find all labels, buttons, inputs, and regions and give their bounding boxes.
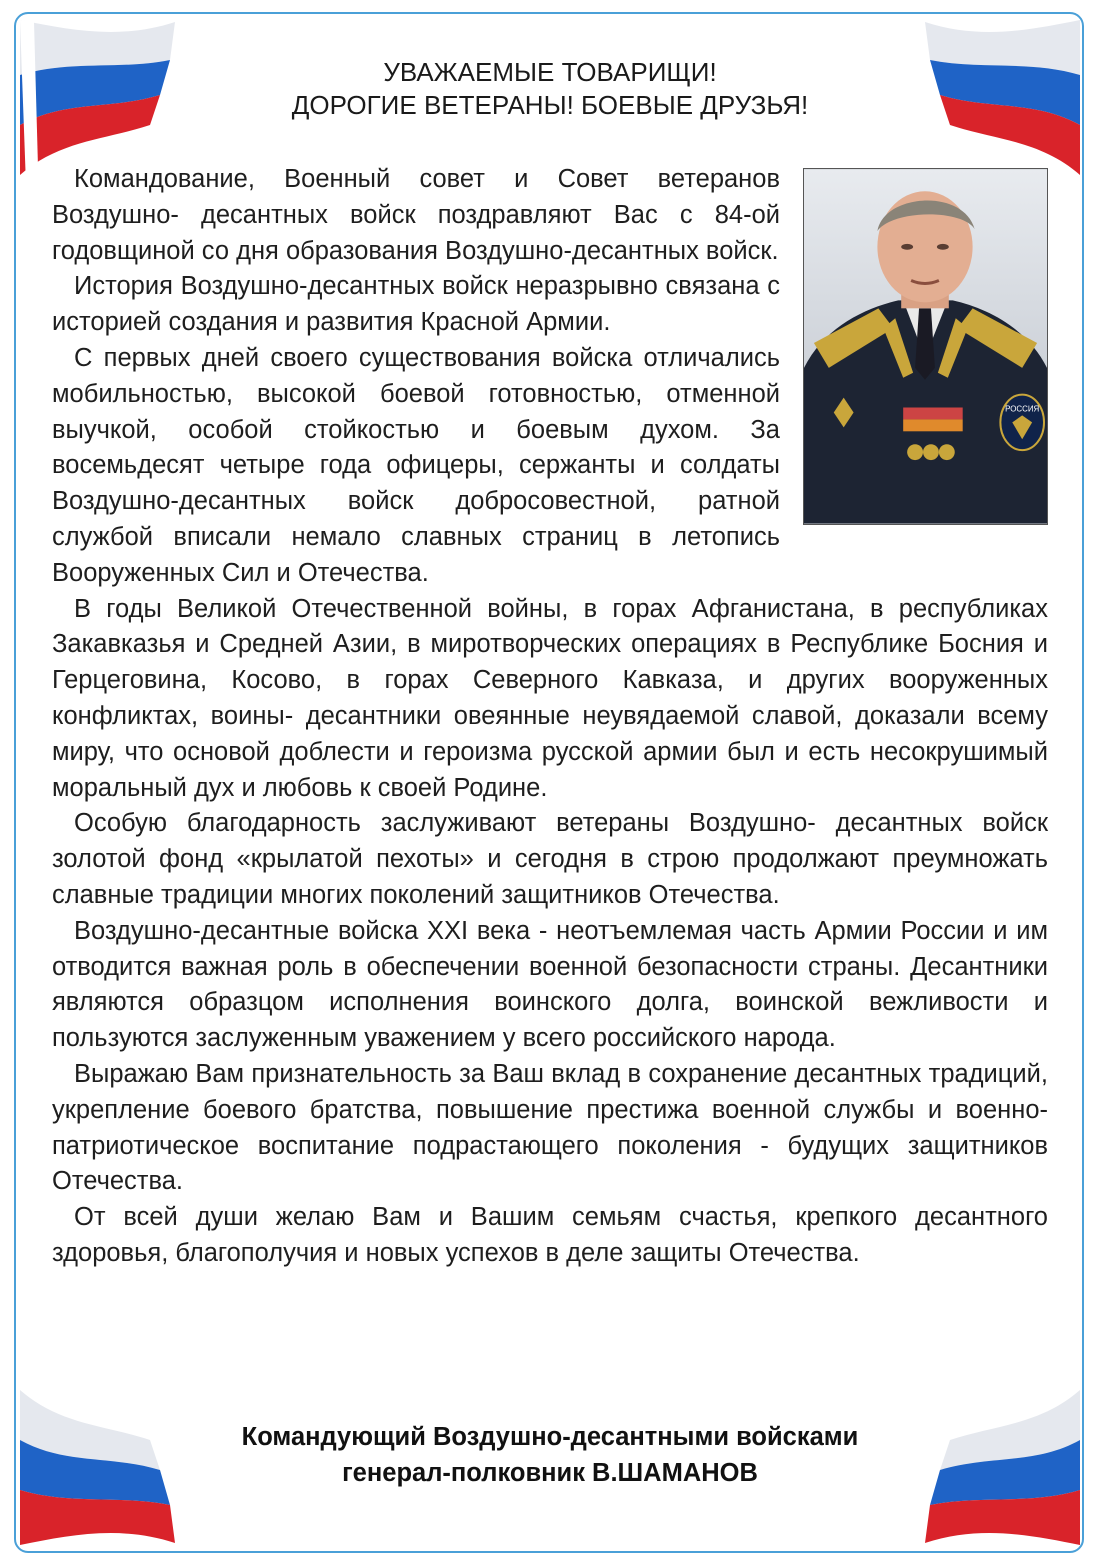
- paragraph-3: С первых дней своего существования войска отличались мобильностью, высокой боевой готовностью, отменной выучкой, особой стойкостью и боевым духом. За восемьдесят четыре года офицеры, сержанты и солдаты Воздушно-десантных войск добросовестной, ратной службой вписали немало славных страниц в летопись Вооруженных Сил и Отечества.: [52, 343, 780, 587]
- paragraph-4: В годы Великой Отечественной войны, в горах Афганистана, в республиках Закавказья и Средней Азии, в миротворческих операциях в Республике Босния и Герцеговина, Косово, в горах Северного Кавказа, и других вооруженных конфликтах, воины- десантники овеянные неувядаемой славой, доказали всему миру, что основой доблести и героизма русской армии был и есть несокрушимый моральный дух и любовь к своей Родине.: [52, 594, 1048, 802]
- signature-title: Командующий Воздушно-десантными войсками: [241, 1423, 859, 1451]
- paragraph-8: От всей души желаю Вам и Вашим семьям счастья, крепкого десантного здоровья, благополучия и новых успехов в деле защиты Отечества.: [52, 1203, 1048, 1267]
- letter-body: [52, 162, 1048, 1272]
- paragraph-2: История Воздушно-десантных войск неразрывно связана с историей создания и развития Красной Армии.: [52, 272, 780, 337]
- paragraph-7: Выражаю Вам признательность за Ваш вклад в сохранение десантных традиций, укрепление боевого братства, повышение престижа военной службы и военно-патриотическое воспитание подрастающего поколения - будущих защитников Отечества.: [52, 1059, 1048, 1196]
- greeting-line-2: ДОРОГИЕ ВЕТЕРАНЫ! БОЕВЫЕ ДРУЗЬЯ!: [291, 90, 809, 120]
- patch-text: РОССИЯ: [1005, 404, 1040, 414]
- greeting-line-1: УВАЖАЕМЫЕ ТОВАРИЩИ!: [383, 57, 717, 87]
- signature-name: генерал-полковник В.ШАМАНОВ: [342, 1459, 758, 1487]
- paragraph-5: Особую благодарность заслуживают ветераны Воздушно- десантных войск золотой фонд «крылатой пехоты» и сегодня в строю продолжают преумножать славные традиции многих поколений защитников Отечества.: [52, 809, 1048, 909]
- photo-spacer: [780, 162, 1048, 534]
- paragraph-6: Воздушно-десантные войска XXI века - неотъемлемая часть Армии России и им отводится важная роль в обеспечении военной безопасности страны. Десантники являются образцом исполнения воинского долга, воинской вежливости и пользуются заслуженным уважением у всего российского народа.: [52, 916, 1048, 1053]
- paragraph-1: Командование, Военный совет и Совет ветеранов Воздушно- десантных войск поздравляют Вас с 84-ой годовщиной со дня образования Воздушно-десантных войск.: [52, 165, 780, 265]
